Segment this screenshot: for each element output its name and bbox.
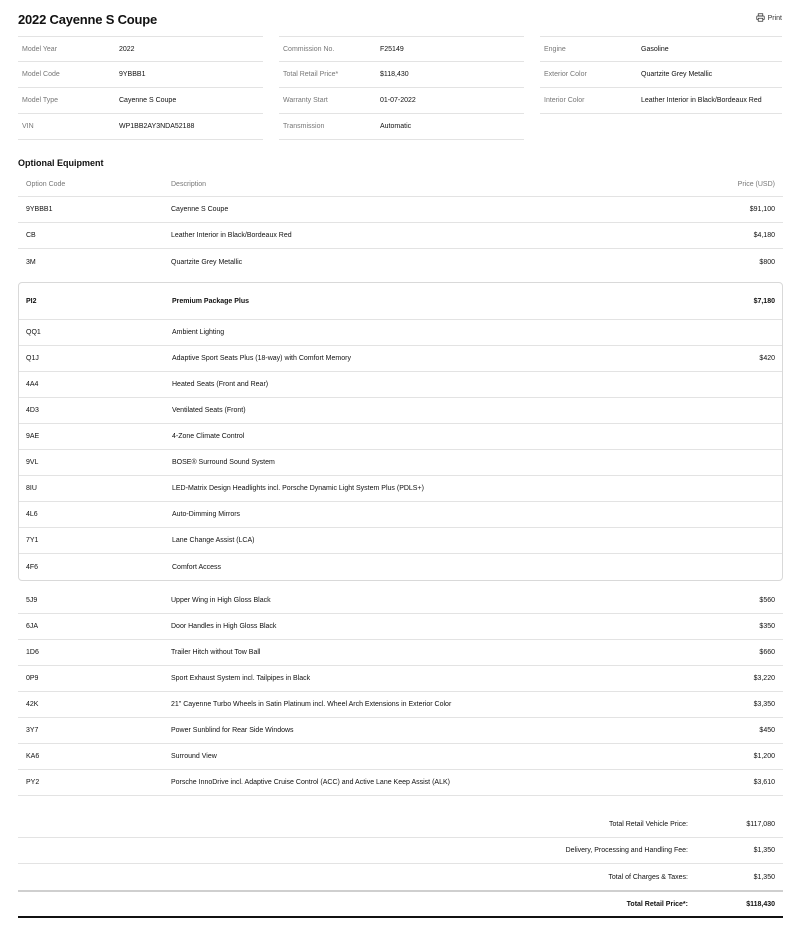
- option-code: 9VL: [26, 459, 39, 466]
- spec-value: WP1BB2AY3NDA52188: [119, 123, 195, 130]
- spec-value: 2022: [119, 45, 135, 53]
- option-price: $450: [759, 727, 775, 734]
- grand-total-row: [18, 890, 783, 918]
- total-label: Delivery, Processing and Handling Fee:: [565, 847, 688, 854]
- total-row: [18, 864, 783, 890]
- option-description: Quartzite Grey Metallic: [171, 258, 243, 266]
- package-item-row: [19, 372, 782, 398]
- package-item-row: [19, 476, 782, 502]
- package-item-row: [19, 502, 782, 528]
- table-row: [18, 692, 783, 718]
- spec-row: [279, 114, 524, 140]
- total-row: [18, 812, 783, 838]
- vehicle-specs: [18, 36, 782, 140]
- table-row: [18, 744, 783, 770]
- spec-row: [279, 36, 524, 62]
- table-row: [18, 223, 783, 249]
- option-description: Trailer Hitch without Tow Ball: [171, 649, 261, 656]
- spec-label: Interior Color: [544, 97, 585, 104]
- package-item-row: [19, 450, 782, 476]
- spec-label: Commission No.: [283, 45, 335, 53]
- option-code: Q1J: [26, 355, 39, 362]
- option-price: $4,180: [753, 232, 775, 239]
- total-value: $1,350: [753, 847, 775, 854]
- package-description: Premium Package Plus: [172, 297, 250, 305]
- spec-label: Transmission: [283, 123, 325, 130]
- page-title: 2022 Cayenne S Coupe: [18, 12, 158, 27]
- option-price: $3,220: [753, 675, 775, 682]
- total-label: Total Retail Vehicle Price:: [609, 821, 688, 828]
- option-price: $91,100: [749, 206, 775, 213]
- option-code: 9AE: [26, 433, 40, 440]
- package-code: PI2: [26, 297, 37, 305]
- option-description: Door Handles in High Gloss Black: [171, 623, 277, 630]
- option-code: 8IU: [26, 485, 37, 492]
- spec-row: [279, 62, 524, 88]
- table-row: [18, 770, 783, 796]
- spec-label: Model Year: [22, 45, 58, 53]
- spec-row: [540, 36, 782, 62]
- option-price: $420: [759, 355, 775, 362]
- spec-label: VIN: [22, 123, 34, 130]
- package-group: [18, 282, 783, 581]
- spec-value: Quartzite Grey Metallic: [641, 71, 713, 78]
- option-code: 42K: [26, 701, 39, 708]
- price-totals: [18, 812, 783, 918]
- optional-equipment-heading: Optional Equipment: [18, 158, 104, 168]
- column-header-description: Description: [171, 181, 207, 188]
- spec-label: Engine: [544, 45, 566, 53]
- package-item-row: [19, 528, 782, 554]
- option-price: $1,200: [753, 753, 775, 760]
- option-code: PY2: [26, 779, 40, 786]
- package-item-row: [19, 320, 782, 346]
- option-description: Comfort Access: [172, 563, 222, 571]
- spec-label: Warranty Start: [283, 97, 328, 104]
- spec-label: Model Type: [22, 97, 59, 104]
- option-code: 4D3: [26, 407, 39, 414]
- option-description: Ambient Lighting: [172, 329, 225, 336]
- specs-column-1: [18, 36, 263, 140]
- specs-column-3: [540, 36, 782, 140]
- grand-total-label: Total Retail Price*:: [626, 900, 688, 908]
- total-value: $117,080: [746, 821, 775, 828]
- option-description: Ventilated Seats (Front): [172, 407, 246, 414]
- option-code: 0P9: [26, 675, 39, 682]
- option-code: 3M: [26, 258, 36, 266]
- option-code: KA6: [26, 753, 40, 760]
- option-code: 4F6: [26, 563, 39, 571]
- spec-value: F25149: [380, 45, 404, 53]
- option-code: 5J9: [26, 597, 38, 604]
- option-code: QQ1: [26, 329, 41, 336]
- total-label: Total of Charges & Taxes:: [608, 873, 688, 881]
- option-description: 21" Cayenne Turbo Wheels in Satin Platinum incl. Wheel Arch Extensions in Exterior Color: [171, 701, 452, 708]
- option-code: 7Y1: [26, 537, 39, 544]
- option-description: Upper Wing in High Gloss Black: [171, 597, 271, 604]
- spec-value: Automatic: [380, 123, 412, 130]
- spec-row: [540, 62, 782, 88]
- option-description: LED-Matrix Design Headlights incl. Porsche Dynamic Light System Plus (PDLS+): [172, 485, 424, 492]
- table-row: [18, 640, 783, 666]
- column-header-price: Price (USD): [737, 181, 775, 188]
- package-item-row: [19, 554, 782, 580]
- package-item-row: [19, 346, 782, 372]
- option-code: 4L6: [26, 511, 38, 518]
- spec-row: [18, 88, 263, 114]
- table-row: [18, 614, 783, 640]
- table-row: [18, 249, 783, 275]
- grand-total-value: $118,430: [746, 900, 775, 908]
- spec-value: 01-07-2022: [380, 97, 416, 104]
- table-header: [18, 173, 783, 197]
- option-description: BOSE® Surround Sound System: [172, 459, 275, 466]
- option-price: $3,350: [753, 701, 775, 708]
- table-row: [18, 666, 783, 692]
- table-row: [18, 197, 783, 223]
- option-description: Power Sunblind for Rear Side Windows: [171, 727, 294, 734]
- package-item-row: [19, 398, 782, 424]
- option-description: Surround View: [171, 753, 217, 760]
- spec-label: Exterior Color: [544, 71, 587, 78]
- optional-equipment-table: [18, 173, 783, 796]
- option-price: $350: [759, 623, 775, 630]
- package-price: $7,180: [753, 297, 775, 305]
- option-description: Leather Interior in Black/Bordeaux Red: [171, 232, 292, 239]
- option-price: $660: [759, 649, 775, 656]
- option-description: Lane Change Assist (LCA): [172, 537, 255, 544]
- printer-icon: [756, 13, 765, 24]
- spec-row: [18, 36, 263, 62]
- spec-row: [18, 62, 263, 88]
- column-header-code: Option Code: [26, 181, 66, 188]
- option-description: Auto-Dimming Mirrors: [172, 511, 241, 518]
- option-description: Heated Seats (Front and Rear): [172, 381, 269, 388]
- print-label: Print: [767, 15, 782, 22]
- option-code: CB: [26, 232, 36, 239]
- option-description: 4-Zone Climate Control: [172, 433, 245, 440]
- option-code: 3Y7: [26, 727, 39, 734]
- option-price: $3,610: [753, 779, 775, 786]
- option-code: 9YBBB1: [26, 206, 53, 213]
- table-row: [18, 718, 783, 744]
- print-button[interactable]: [756, 13, 782, 24]
- spec-value: Leather Interior in Black/Bordeaux Red: [641, 97, 762, 104]
- spec-value: $118,430: [380, 71, 409, 78]
- package-item-row: [19, 424, 782, 450]
- spec-row: [279, 88, 524, 114]
- spec-row: [18, 114, 263, 140]
- option-code: 6JA: [26, 623, 39, 630]
- option-description: Cayenne S Coupe: [171, 206, 229, 213]
- option-price: $560: [759, 597, 775, 604]
- spec-label: Model Code: [22, 71, 60, 78]
- option-description: Porsche InnoDrive incl. Adaptive Cruise Control (ACC) and Active Lane Keep Assist (ALK): [171, 779, 450, 786]
- spec-value: 9YBBB1: [119, 71, 146, 78]
- total-value: $1,350: [753, 873, 775, 881]
- option-code: 1D6: [26, 649, 39, 656]
- option-code: 4A4: [26, 381, 39, 388]
- option-price: $800: [759, 258, 775, 266]
- spec-label: Total Retail Price*: [283, 71, 339, 78]
- specs-column-2: [279, 36, 524, 140]
- total-row: [18, 838, 783, 864]
- spec-value: Gasoline: [641, 45, 669, 53]
- package-header-row: [19, 283, 782, 320]
- table-row: [18, 588, 783, 614]
- option-description: Sport Exhaust System incl. Tailpipes in Black: [171, 675, 311, 682]
- option-description: Adaptive Sport Seats Plus (18-way) with Comfort Memory: [172, 355, 351, 362]
- spec-value: Cayenne S Coupe: [119, 97, 177, 104]
- spec-row: [540, 88, 782, 114]
